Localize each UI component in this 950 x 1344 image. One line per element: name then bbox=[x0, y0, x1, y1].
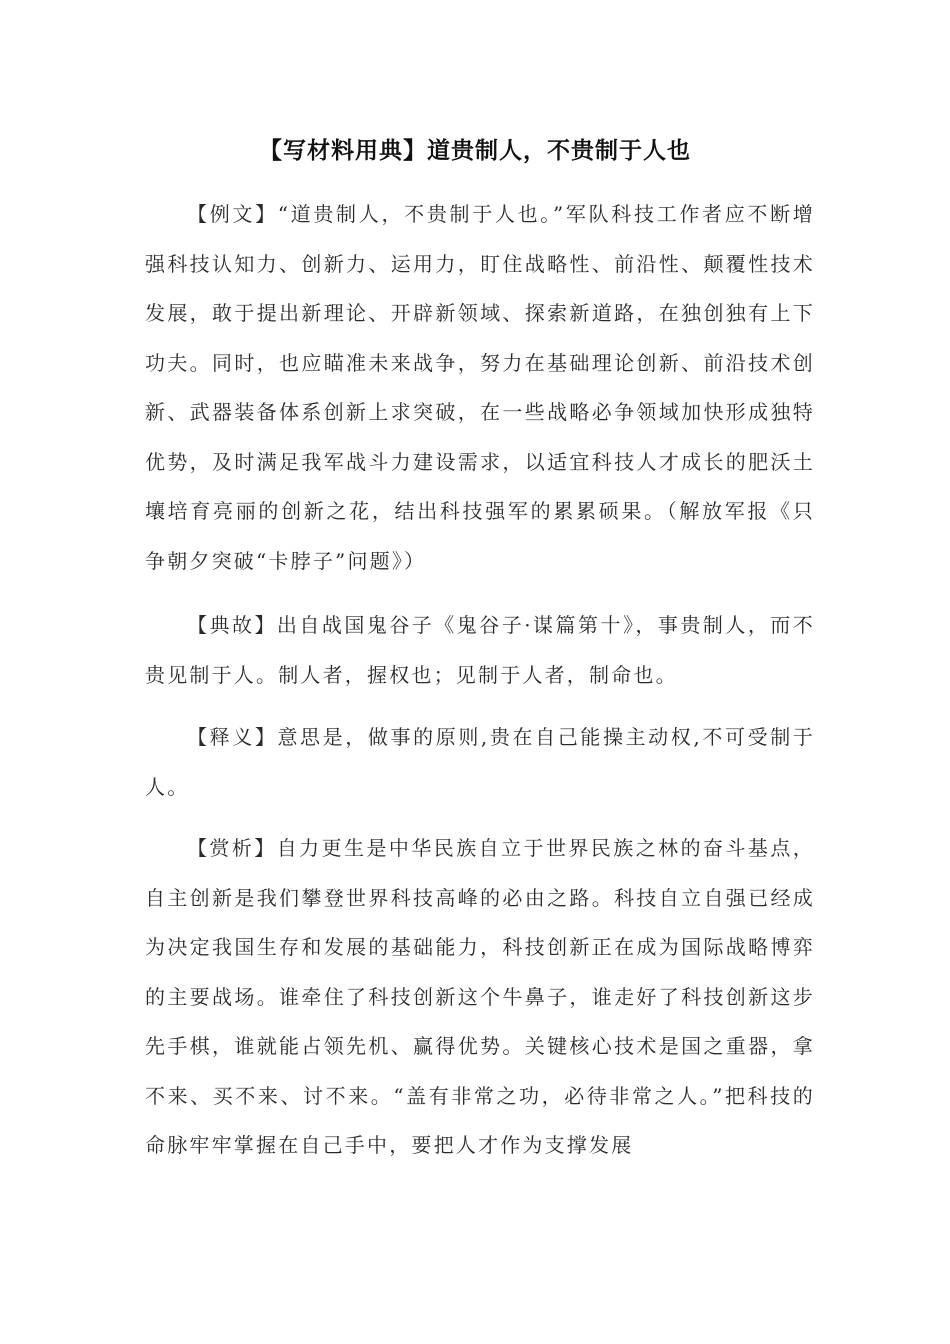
allusion-paragraph: 【典故】出自战国鬼谷子《鬼谷子·谋篇第十》，事贵制人，而不贵见制于人。制人者，握权也；见制于人者，制命也。 bbox=[145, 613, 815, 687]
example-paragraph: 【例文】“道贵制人，不贵制于人也。”军队科技工作者应不断增强科技认知力、创新力、运用力，盯住战略性、前沿性、颠覆性技术发展，敢于提出新理论、开辟新领域、探索新道路，在独创独有上下功夫。同时，也应瞄准未来战争，努力在基础理论创新、前沿技术创新、武器装备体系创新上求突破，在一些战略必争领域加快形成独特优势，及时满足我军战斗力建设需求，以适宜科技人才成长的肥沃土壤培育亮丽的创新之花，结出科技强军的累累硕果。（解放军报《只争朝夕突破“卡脖子”问题》） bbox=[145, 202, 815, 573]
document-title: 【写材料用典】道贵制人，不贵制于人也 bbox=[259, 138, 691, 164]
meaning-paragraph: 【释义】意思是，做事的原则,贵在自己能操主动权,不可受制于人。 bbox=[145, 725, 815, 799]
appreciation-paragraph: 【赏析】自力更生是中华民族自立于世界民族之林的奋斗基点，自主创新是我们攀登世界科技高峰的必由之路。科技自立自强已经成为决定我国生存和发展的基础能力，科技创新正在成为国际战略博弈的主要战场。谁牵住了科技创新这个牛鼻子，谁走好了科技创新这步先手棋，谁就能占领先机、赢得优势。关键核心技术是国之重器，拿不来、买不来、讨不来。“盖有非常之功，必待非常之人。”把科技的命脉牢牢掌握在自己手中，要把人才作为支撑发展 bbox=[145, 836, 815, 1157]
